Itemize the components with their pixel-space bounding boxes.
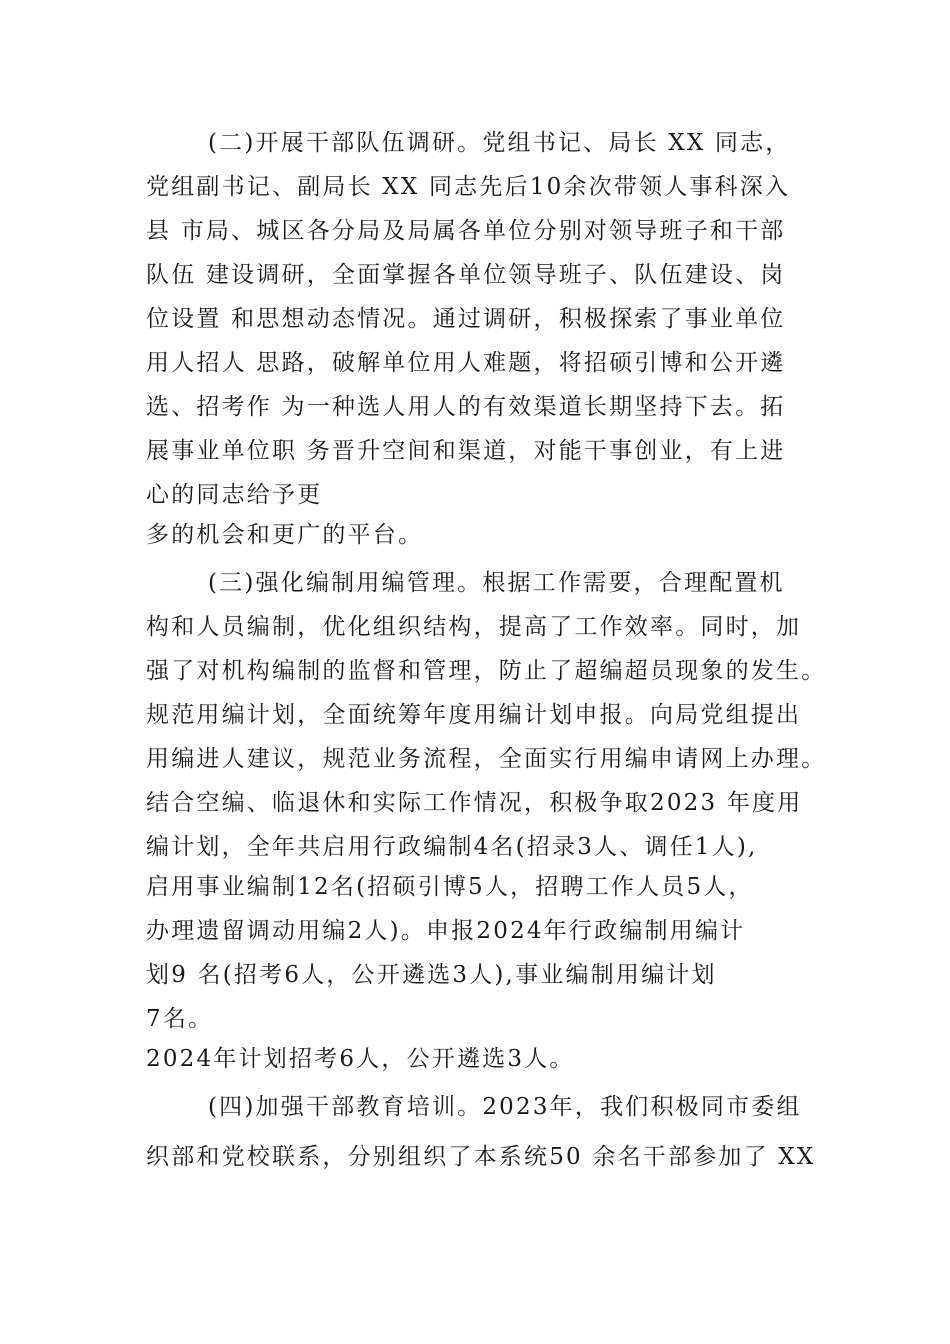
paragraph-3-line-3: 强了对机构编制的监督和管理，防止了超编超员现象的发生。 [146, 658, 827, 684]
paragraph-2-line-5: 位设置 和思想动态情况。通过调研，积极探索了事业单位 [146, 306, 786, 332]
paragraph-3-line-7: 编计划，全年共启用行政编制4名(招录3人、调任1人), [146, 834, 758, 860]
paragraph-2-line-6: 用人招人 思路，破解单位用人难题，将招硕引博和公开遴 [146, 350, 786, 376]
paragraph-3-line-9: 办理遗留调动用编2人)。申报2024年行政编制用编计 [146, 918, 746, 944]
paragraph-3-line-10: 划9 名(招考6人，公开遴选3人),事业编制用编计划 [146, 962, 717, 988]
paragraph-2-line-9: 心的同志给予更 [146, 482, 323, 508]
paragraph-3-line-11: 7名。 [146, 1006, 214, 1032]
paragraph-2-line-3: 县 市局、城区各分局及局属各单位分别对领导班子和干部 [146, 218, 786, 244]
paragraph-2-line-8: 展事业单位职 务晋升空间和渠道，对能干事创业，有上进 [146, 438, 786, 464]
paragraph-3-line-12: 2024年计划招考6人，公开遴选3人。 [146, 1046, 575, 1072]
paragraph-2-line-10: 多的机会和更广的平台。 [146, 522, 424, 548]
paragraph-2-line-4: 队伍 建设调研，全面掌握各单位领导班子、队伍建设、岗 [146, 262, 786, 288]
paragraph-4-line-2: 织部和党校联系，分别组织了本系统50 余名干部参加了 XX [146, 1144, 816, 1170]
paragraph-2-line-7: 选、招考作 为一种选人用人的有效渠道长期坚持下去。拓 [146, 394, 786, 420]
paragraph-3-line-6: 结合空编、临退休和实际工作情况，积极争取2023 年度用 [146, 790, 803, 816]
paragraph-3-line-4: 规范用编计划，全面统筹年度用编计划申报。向局党组提出 [146, 702, 802, 728]
paragraph-4-line-1: (四)加强干部教育培训。2023年，我们积极同市委组 [208, 1094, 802, 1120]
paragraph-2-line-2: 党组副书记、副局长 XX 同志先后10余次带领人事科深入 [146, 174, 791, 200]
paragraph-3-line-2: 构和人员编制，优化组织结构，提高了工作效率。同时，加 [146, 614, 802, 640]
paragraph-3-line-1: (三)强化编制用编管理。根据工作需要，合理配置机 [208, 570, 785, 596]
paragraph-3-line-8: 启用事业编制12名(招硕引博5人，招聘工作人员5人， [146, 874, 754, 900]
paragraph-2-line-1: (二)开展干部队伍调研。党组书记、局长 XX 同志， [208, 130, 791, 156]
paragraph-3-line-5: 用编进人建议，规范业务流程，全面实行用编申请网上办理。 [146, 746, 827, 772]
